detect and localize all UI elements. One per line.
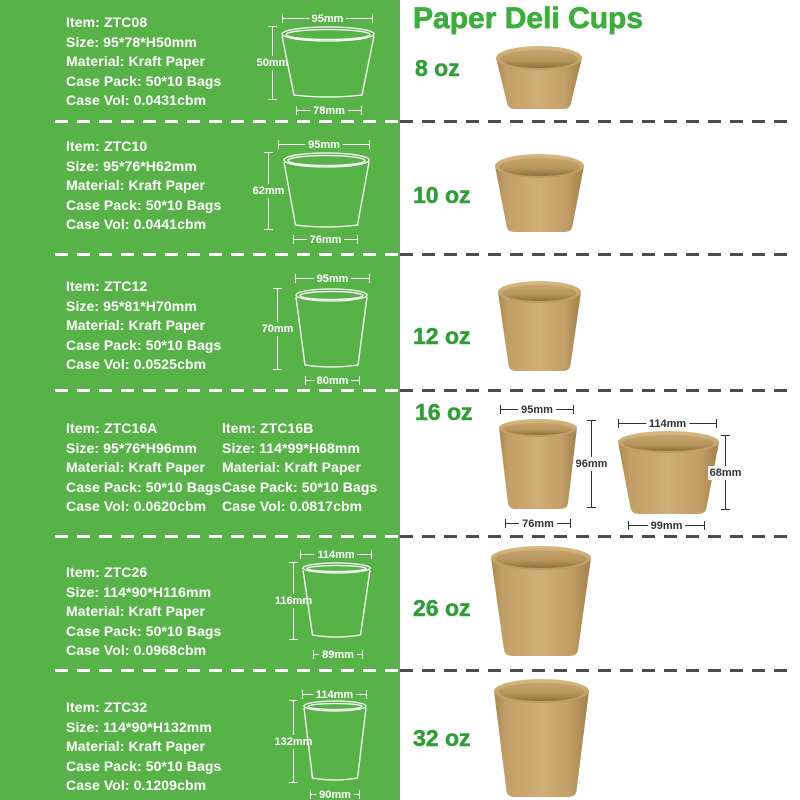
spec-size: Size: 95*76*H96mm	[66, 439, 197, 456]
cup-drawing	[283, 152, 370, 230]
dim-bottom-width: 76mm	[293, 233, 358, 246]
oz-label: 32 oz	[413, 725, 471, 751]
spec-case-pack: Case Pack: 50*10 Bags	[66, 196, 222, 213]
dim-top-width: 114mm	[302, 688, 367, 701]
spec-block	[66, 698, 221, 796]
spec-case-pack: Case Pack: 50*10 Bags	[66, 336, 222, 353]
spec-item: Item: ZTC16B	[222, 420, 314, 436]
spec-case-vol: Case Vol: 0.0817cbm	[222, 498, 363, 514]
dim-top-width: 114mm	[300, 548, 372, 561]
spec-item: Item: ZTC16A	[66, 420, 158, 436]
spec-block	[66, 137, 221, 235]
spec-block	[66, 277, 221, 375]
spec-case-vol: Case Vol: 0.0525cbm	[66, 356, 207, 372]
spec-panel-32oz	[0, 671, 400, 800]
spec-case-pack: Case Pack: 50*10 Bags	[66, 478, 222, 495]
spec-block	[66, 13, 221, 111]
spec-case-pack: Case Pack: 50*10 Bags	[66, 622, 222, 639]
oz-label: 16 oz	[415, 399, 473, 425]
spec-case-pack: Case Pack: 50*10 Bags	[66, 72, 222, 89]
cup-photo-16a	[498, 418, 578, 510]
product-row-16oz	[0, 391, 800, 537]
spec-panel-12oz	[0, 255, 400, 391]
dim-bottom-width: 78mm	[296, 104, 362, 117]
photo-panel-16oz	[400, 391, 800, 537]
spec-material: Material: Kraft Paper	[222, 459, 362, 475]
product-row-8oz	[0, 0, 800, 122]
dim-top-width: 95mm	[500, 403, 574, 416]
page-title: Paper Deli Cups	[413, 2, 644, 35]
photo-panel-32oz	[400, 671, 800, 800]
product-row-10oz	[0, 122, 800, 255]
spec-size: Size: 95*81*H70mm	[66, 297, 197, 314]
product-row-12oz	[0, 255, 800, 391]
dim-height: 96mm	[585, 420, 598, 508]
spec-block-16a	[66, 419, 221, 517]
cup-drawing	[281, 26, 375, 100]
dim-height: 68mm	[719, 435, 732, 510]
spec-material: Material: Kraft Paper	[66, 603, 206, 619]
dim-height: 62mm	[262, 152, 275, 230]
spec-material: Material: Kraft Paper	[66, 53, 206, 69]
spec-case-vol: Case Vol: 0.0968cbm	[66, 642, 207, 658]
oz-label: 8 oz	[415, 55, 460, 81]
product-row-26oz	[0, 537, 800, 671]
cup-photo	[494, 153, 585, 233]
dim-top-width: 95mm	[282, 12, 373, 25]
spec-size: Size: 114*99*H68mm	[222, 439, 360, 456]
spec-item: Item: ZTC08	[66, 14, 148, 30]
dim-bottom-width: 90mm	[310, 788, 360, 800]
cup-photo-16b	[617, 430, 720, 515]
dim-bottom-width: 99mm	[628, 519, 705, 532]
oz-label: 26 oz	[413, 595, 471, 621]
spec-material: Material: Kraft Paper	[66, 317, 206, 333]
spec-panel-16oz	[0, 391, 400, 537]
spec-panel-26oz	[0, 537, 400, 671]
product-row-32oz	[0, 671, 800, 800]
cup-photo	[490, 545, 592, 657]
spec-item: Item: ZTC12	[66, 278, 148, 294]
spec-block-16b	[222, 419, 377, 517]
spec-block	[66, 563, 221, 661]
dim-height: 116mm	[287, 562, 300, 640]
cup-photo	[495, 45, 583, 110]
dim-bottom-width: 89mm	[313, 648, 363, 661]
spec-case-vol: Case Vol: 0.0441cbm	[66, 216, 207, 232]
dim-bottom-width: 80mm	[305, 374, 360, 387]
dim-top-width: 95mm	[278, 138, 370, 151]
cup-drawing	[302, 562, 371, 640]
spec-size: Size: 95*76*H62mm	[66, 157, 197, 174]
spec-item: Item: ZTC10	[66, 138, 148, 154]
oz-label: 12 oz	[413, 323, 471, 349]
spec-panel-10oz	[0, 122, 400, 255]
spec-case-pack: Case Pack: 50*10 Bags	[222, 478, 378, 495]
oz-label: 10 oz	[413, 182, 471, 208]
spec-size: Size: 114*90*H132mm	[66, 718, 212, 735]
cup-photo	[497, 280, 582, 372]
dim-top-width: 114mm	[618, 417, 717, 430]
spec-material: Material: Kraft Paper	[66, 738, 206, 754]
spec-case-vol: Case Vol: 0.1209cbm	[66, 777, 207, 793]
cup-photo	[493, 678, 590, 798]
spec-size: Size: 114*90*H116mm	[66, 583, 212, 600]
spec-case-vol: Case Vol: 0.0620cbm	[66, 498, 207, 514]
spec-item: Item: ZTC32	[66, 699, 148, 715]
spec-size: Size: 95*78*H50mm	[66, 33, 197, 50]
dim-height: 132mm	[287, 700, 300, 783]
spec-material: Material: Kraft Paper	[66, 177, 206, 193]
photo-panel-8oz	[400, 0, 800, 122]
dim-bottom-width: 76mm	[505, 517, 571, 530]
spec-case-pack: Case Pack: 50*10 Bags	[66, 757, 222, 774]
photo-panel-12oz	[400, 255, 800, 391]
photo-panel-10oz	[400, 122, 800, 255]
spec-panel-8oz	[0, 0, 400, 122]
spec-material: Material: Kraft Paper	[66, 459, 206, 475]
photo-panel-26oz	[400, 537, 800, 671]
spec-item: Item: ZTC26	[66, 564, 148, 580]
dim-top-width: 95mm	[295, 272, 370, 285]
dim-height: 70mm	[271, 288, 284, 370]
cup-drawing	[303, 700, 367, 783]
cup-drawing	[295, 288, 368, 370]
dim-height: 50mm	[266, 26, 279, 100]
spec-case-vol: Case Vol: 0.0431cbm	[66, 92, 207, 108]
